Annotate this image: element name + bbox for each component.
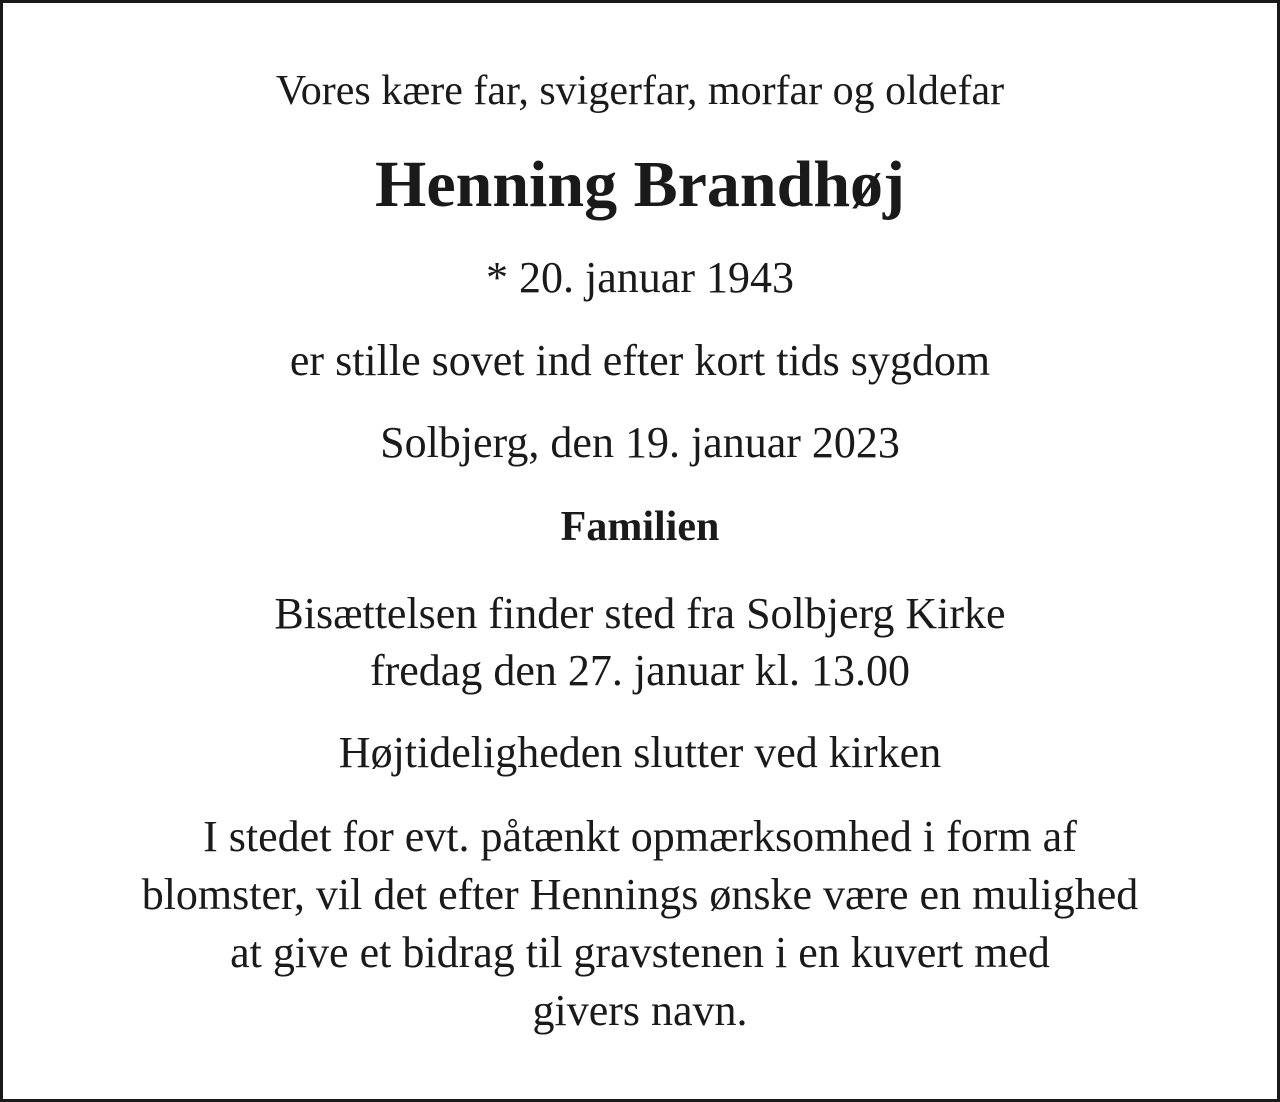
place-and-date: Solbjerg, den 19. januar 2023 [380,418,900,467]
donation-wish-line: at give et bidrag til gravstenen i en kuvert med [230,928,1050,977]
deceased-name: Henning Brandhøj [375,148,905,221]
funeral-line: Bisættelsen finder sted fra Solbjerg Kirke [274,589,1006,638]
intro-text: Vores kære far, svigerfar, morfar og oldefar [275,68,1005,114]
birth-date: * 20. januar 1943 [486,253,794,302]
donation-wish-line: I stedet for evt. påtænkt opmærksomhed i form af [203,812,1077,861]
donation-wish-line: blomster, vil det efter Hennings ønske være en mulighed [141,870,1139,919]
family-signature: Familien [560,504,720,550]
donation-wish-line: givers navn. [532,986,748,1035]
funeral-line: fredag den 27. januar kl. 13.00 [369,646,911,695]
ceremony-note: Højtideligheden slutter ved kirken [338,728,942,777]
passing-text: er stille sovet ind efter kort tids sygdom [289,336,991,385]
